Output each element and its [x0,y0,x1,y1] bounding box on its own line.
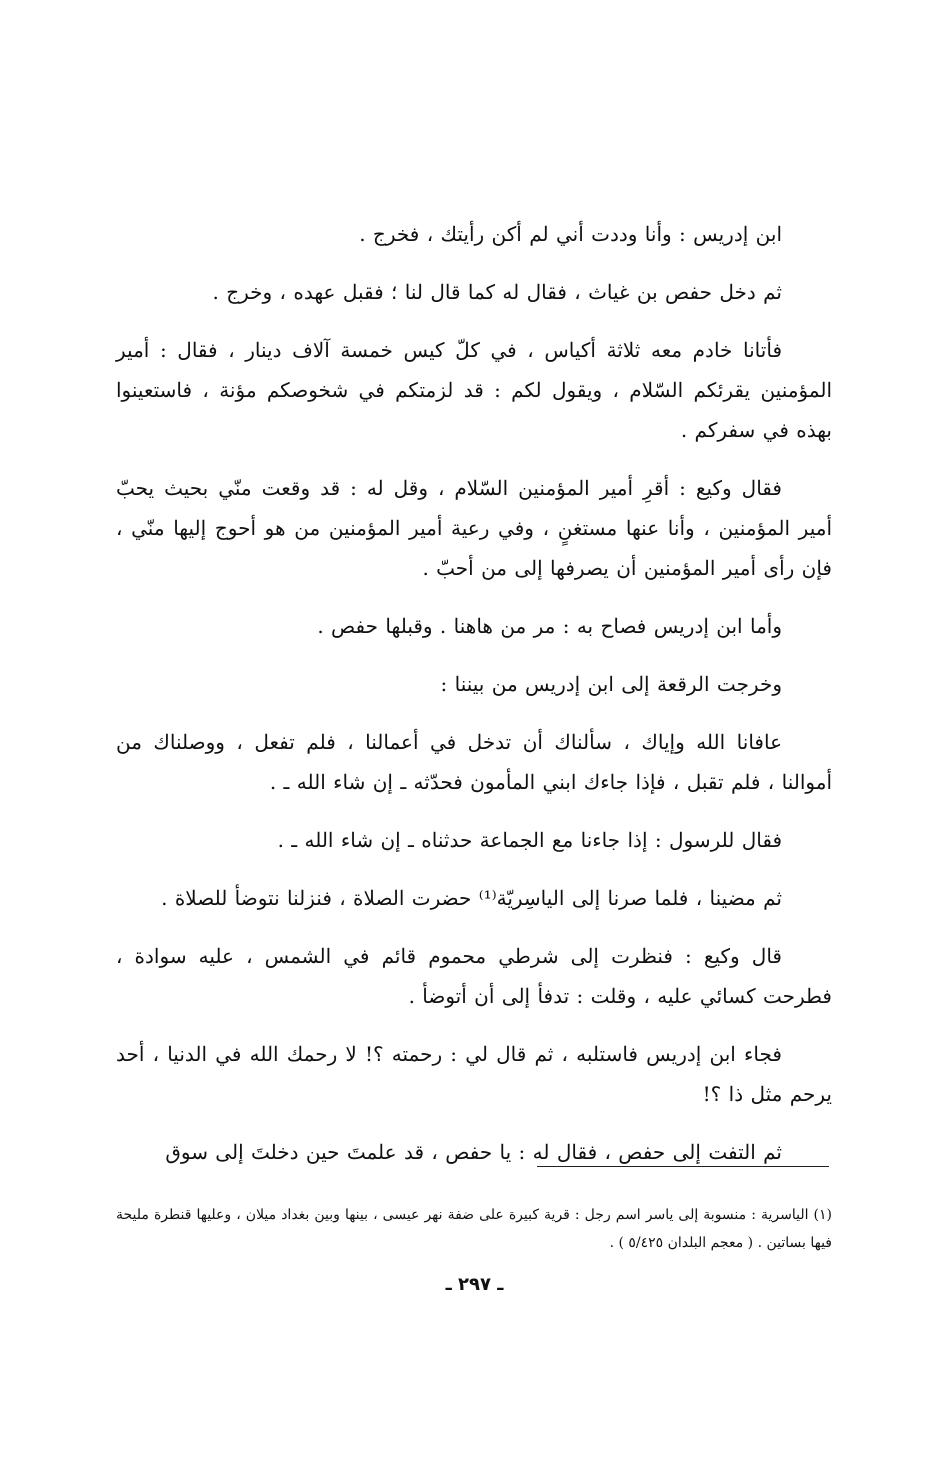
paragraph: فأتانا خادم معه ثلاثة أكياس ، في كلّ كيس خمسة آلاف دينار ، فقال : أمير المؤمنين يقرئكم السّلام ، ويقول لكم : قد لزمتكم في شخوصكم مؤنة ، فاستعينوا بهذه في سفركم . [116,338,832,442]
footnote: (١) الياسرية : منسوبة إلى ياسر اسم رجل : قرية كبيرة على ضفة نهر عيسى ، بينها وبين بغداد ميلان ، وعليها قنطرة مليحة فيها بساتين . ( معجم البلدان ٥/٤٢٥ ) . [116,1207,832,1251]
paragraph: وأما ابن إدريس فصاح به : مر من هاهنا . وقبلها حفص . [317,614,782,638]
paragraph: فجاء ابن إدريس فاستلبه ، ثم قال لي : رحمته ؟! لا رحمك الله في الدنيا ، أحد يرحم مثل ذا ؟! [116,1042,832,1106]
footnote-divider [537,1166,829,1167]
paragraph: قال وكيع : فنظرت إلى شرطي محموم قائم في الشمس ، عليه سوادة ، فطرحت كسائي عليه ، وقلت : تدفأ إلى أن أتوضأ . [116,944,832,1008]
paragraph: وخرجت الرقعة إلى ابن إدريس من بيننا : [440,672,782,696]
paragraph: فقال للرسول : إذا جاءنا مع الجماعة حدثناه ـ إن شاء الله ـ . [277,828,782,852]
footnotes [116,1201,832,1257]
paragraph: ثم التفت إلى حفص ، فقال له : يا حفص ، قد علمتَ حين دخلتَ إلى سوق [165,1140,782,1164]
main-text [116,214,832,1190]
paragraph: ثم مضينا ، فلما صرنا إلى الياسِريّة⁽¹⁾ حضرت الصلاة ، فنزلنا نتوضأ للصلاة . [161,886,782,910]
page-number: ـ ٢٩٧ ـ [445,1274,504,1295]
paragraph: عافانا الله وإياك ، سألناك أن تدخل في أعمالنا ، فلم تفعل ، ووصلناك من أموالنا ، فلم تقبل ، فإذا جاءك ابني المأمون فحدّثه ـ إن شاء الله ـ . [116,730,832,794]
paragraph: ثم دخل حفص بن غياث ، فقال له كما قال لنا ؛ فقبل عهده ، وخرج . [212,280,782,304]
paragraph: فقال وكيع : أقرِ أمير المؤمنين السّلام ، وقل له : قد وقعت منّي بحيث يحبّ أمير المؤمنين ، وأنا عنها مستغنٍ ، وفي رعية أمير المؤمنين من هو أحوج إليها منّي ، فإن رأى أمير المؤمنين أن يصرفها إلى من أحبّ . [116,476,832,580]
paragraph: ابن إدريس : وأنا وددت أني لم أكن رأيتك ، فخرج . [359,222,782,246]
